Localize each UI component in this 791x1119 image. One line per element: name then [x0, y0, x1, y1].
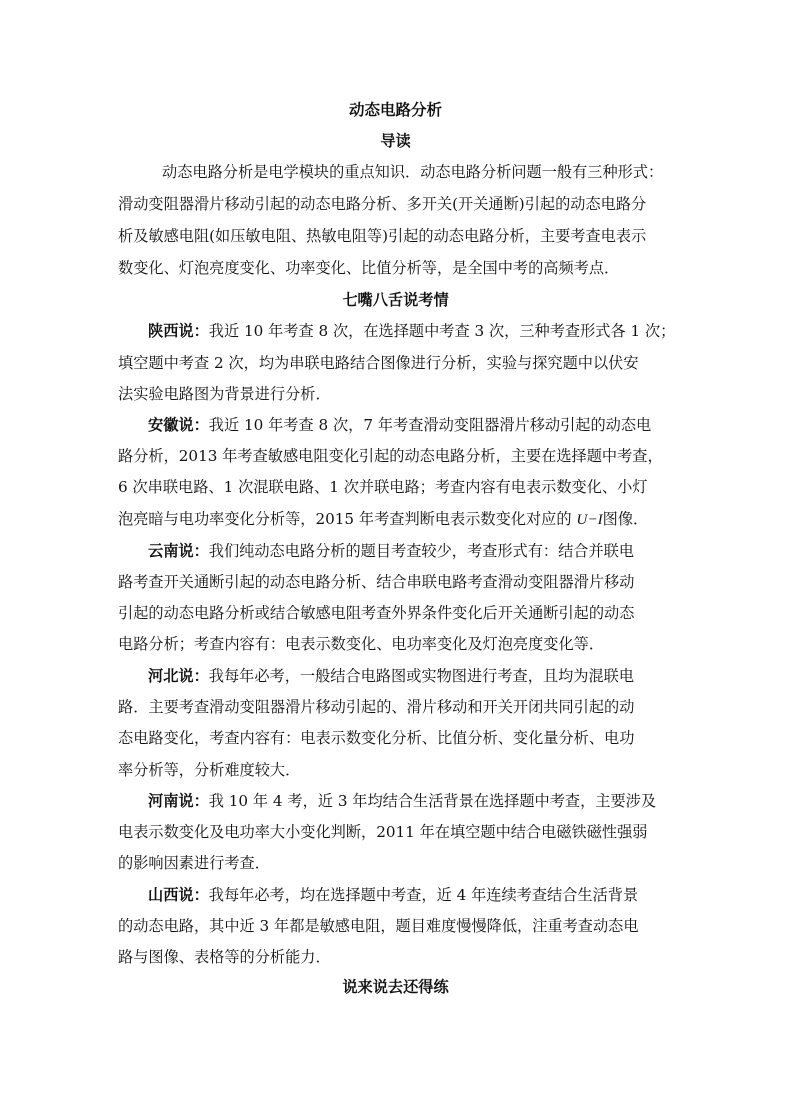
- intro-line: 析及敏感电阻(如压敏电阻、热敏电阻等)引起的动态电路分析，主要考查电表示: [118, 227, 647, 245]
- closing-heading: 说来说去还得练: [342, 978, 449, 996]
- intro-line: 动态电路分析是电学模块的重点知识．动态电路分析问题一般有三种形式：: [162, 163, 664, 181]
- intro-line: 滑动变阻器滑片移动引起的动态电路分析、多开关(开关通断)引起的动态电路分: [118, 195, 647, 213]
- province-line: 引起的动态电路分析或结合敏感电阻考查外界条件变化后开关通断引起的动态: [118, 604, 635, 622]
- province-line: 我 10 年 4 考，近 3 年均结合生活背景在选择题中考查，主要涉及: [208, 792, 657, 810]
- formula-u-i: U−I: [576, 511, 603, 528]
- province-line: 态电路变化，考查内容有：电表示数变化分析、比值分析、变化量分析、电功: [118, 729, 635, 747]
- province-name: 安徽说：: [148, 416, 209, 434]
- province-line: 我们纯动态电路分析的题目考查较少，考查形式有：结合并联电: [208, 542, 634, 560]
- intro-line: 数变化、灯泡亮度变化、功率变化、比值分析等，是全国中考的高频考点．: [118, 259, 620, 277]
- province-line: 率分析等，分析难度较大．: [118, 761, 301, 779]
- province-line: 我每年必考，均在选择题中考查，近 4 年连续考查结合生活背景: [208, 886, 639, 904]
- province-line: 我近 10 年考查 8 次，7 年考查滑动变阻器滑片移动引起的动态电: [208, 416, 652, 434]
- province-line: 电表示数变化及电功率大小变化判断，2011 年在填空题中结合电磁铁磁性强弱: [118, 823, 648, 841]
- section-heading: 七嘴八舌说考情: [342, 291, 449, 309]
- province-line: 电路分析；考查内容有：电表示数变化、电功率变化及灯泡亮度变化等．: [118, 635, 604, 653]
- province-line: 法实验电路图为背景进行分析．: [118, 385, 331, 403]
- province-line: 的影响因素进行考查．: [118, 854, 270, 872]
- province-line: 路分析，2013 年考查敏感电阻变化引起的动态电路分析，主要在选择题中考查，: [118, 447, 663, 465]
- intro-heading: 导读: [380, 132, 411, 150]
- province-name: 山西说：: [148, 886, 209, 904]
- province-name: 陕西说：: [148, 322, 209, 340]
- province-name: 河南说：: [148, 792, 209, 810]
- province-line: 的动态电路，其中近 3 年都是敏感电阻，题目难度慢慢降低，注重考查动态电: [118, 917, 639, 935]
- province-line: 6 次串联电路、1 次混联电路、1 次并联电路；考查内容有电表示数变化、小灯: [118, 478, 648, 496]
- province-line: 路与图像、表格等的分析能力．: [118, 948, 331, 966]
- province-line: 填空题中考查 2 次，均为串联电路结合图像进行分析，实验与探究题中以伏安: [118, 354, 639, 372]
- province-line: 路．主要考查滑动变阻器滑片移动引起的、滑片移动和开关开闭共同引起的动: [118, 698, 635, 716]
- province-line: 泡亮暗与电功率变化分析等，2015 年考查判断电表示数变化对应的: [118, 510, 577, 528]
- province-name: 河北说：: [148, 667, 209, 685]
- province-line: 路考查开关通断引起的动态电路分析、结合串联电路考查滑动变阻器滑片移动: [118, 573, 635, 591]
- province-line: 我近 10 年考查 8 次，在选择题中考查 3 次，三种考查形式各 1 次；: [208, 322, 676, 340]
- province-name: 云南说：: [148, 542, 209, 560]
- province-line: 我每年必考，一般结合电路图或实物图进行考查，且均为混联电: [208, 667, 634, 685]
- province-line: 图像．: [602, 510, 649, 528]
- page-title: 动态电路分析: [348, 100, 442, 119]
